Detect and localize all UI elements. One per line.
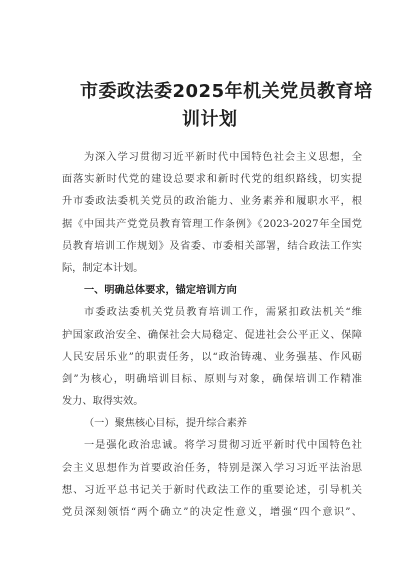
text-line: 面落实新时代党的建设总要求和新时代党的组织路线，切实提 xyxy=(62,174,362,186)
text-line: 一是强化政治忠诚。将学习贯彻习近平新时代中国特色社 xyxy=(84,440,362,452)
document-body xyxy=(62,147,362,524)
title-line-1: 市委政法委2025年机关党员教育培 xyxy=(80,81,373,102)
subsection-heading-1 xyxy=(62,413,362,435)
text-line: 人民安居乐业”的职责任务，以“政治铸魂、业务强基、作风砺 xyxy=(62,351,362,363)
text-line: 际，制定本计划。 xyxy=(62,262,144,274)
text-line: 会主义思想作为首要政治任务，特别是深入学习习近平法治思 xyxy=(62,462,362,474)
title-line-2: 训计划 xyxy=(182,109,238,130)
text-line: 剑”为核心，明确培训目标、原则与对象，确保培训工作精准 xyxy=(62,373,362,385)
text-line: 市委政法委机关党员教育培训工作，需紧扣政法机关“维 xyxy=(84,307,362,319)
paragraph-requirements xyxy=(62,302,362,413)
subsection-number: （一） xyxy=(84,418,115,430)
text-line: 想、习近平总书记关于新时代政法工作的重要论述，引导机关 xyxy=(62,484,362,496)
text-line: 员教育培训工作规划》及省委、市委相关部署，结合政法工作实 xyxy=(62,240,362,252)
text-line: 为深入学习贯彻习近平新时代中国特色社会主义思想，全 xyxy=(84,152,362,163)
text-line: 党员深刻领悟“两个确立”的决定性意义，增强“四个意识”、 xyxy=(62,507,362,518)
text-line: 升市委政法委机关党员的政治能力、业务素养和履职水平，根 xyxy=(62,196,362,208)
text-line: 护国家政治安全、确保社会大局稳定、促进社会公平正义、保障 xyxy=(62,329,362,341)
text-line: 发力、取得实效。 xyxy=(62,396,144,408)
paragraph-intro xyxy=(62,147,362,280)
text-line: 据《中国共产党党员教育管理工作条例》《2023-2027年全国党 xyxy=(62,218,362,230)
section-heading-1: 一、明确总体要求，锚定培训方向 xyxy=(84,285,237,297)
document-title xyxy=(60,78,373,134)
paragraph-political-loyalty xyxy=(62,435,362,524)
subsection-title: 聚焦核心目标，提升综合素养 xyxy=(114,418,247,430)
